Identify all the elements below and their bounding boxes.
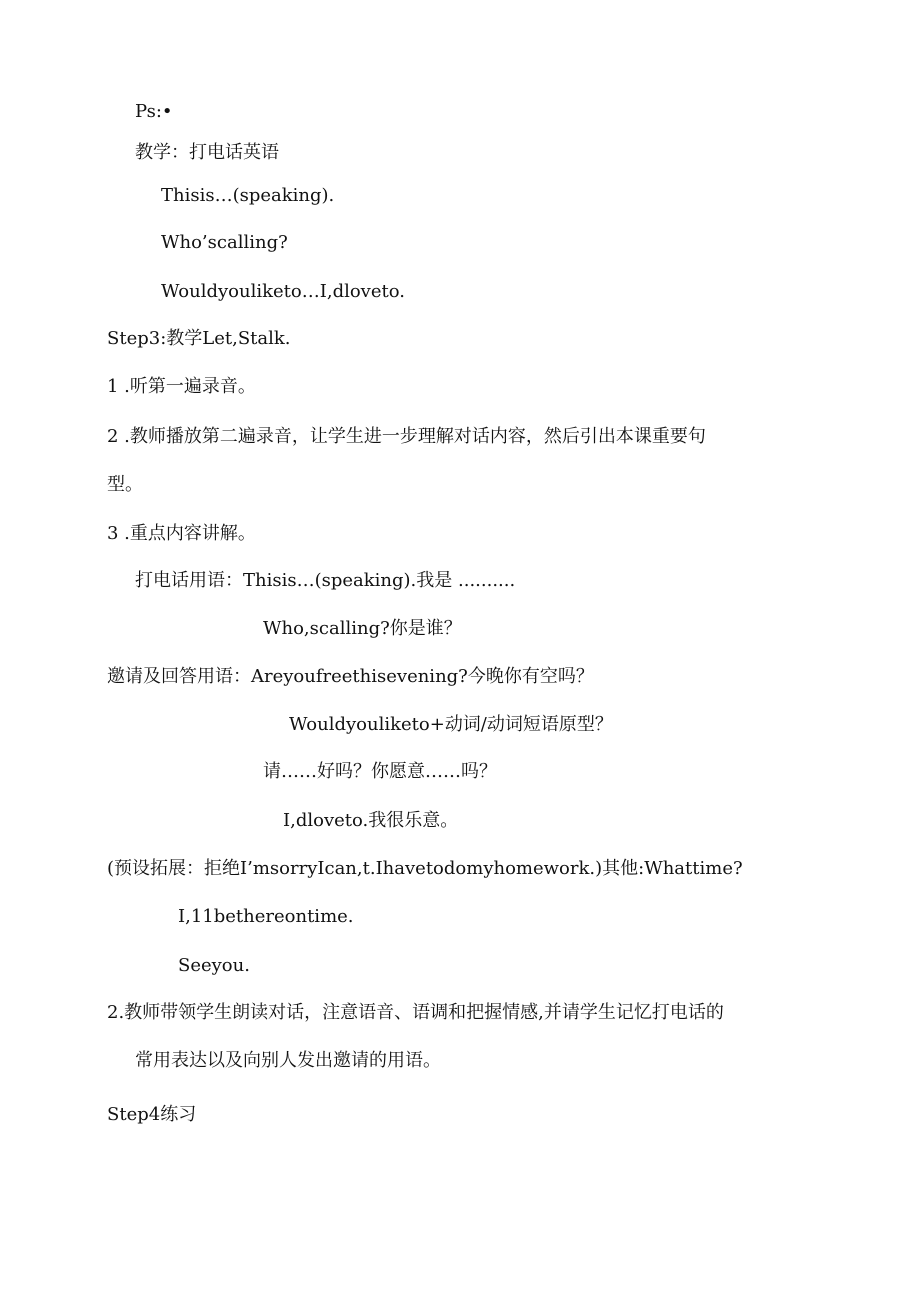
list-item: 2.教师带领学生朗读对话，注意语音、语调和把握情感,并请学生记忆打电话的 (107, 1002, 724, 1023)
extension-phrase: Seeyou. (178, 955, 250, 976)
example-sentence: Wouldyouliketo…I,dloveto. (161, 281, 405, 302)
step-heading: Step4练习 (107, 1104, 197, 1125)
extension-note: (预设拓展：拒绝I’msorryIcan,t.Ihavetodomyhomework.)其他:Whattime? (107, 858, 743, 879)
list-item-continuation: 型。 (107, 474, 143, 495)
invitation-phrases: I,dloveto.我很乐意。 (283, 810, 459, 831)
list-item: 3 .重点内容讲解。 (107, 523, 256, 544)
invitation-phrases: Wouldyouliketo+动词/动词短语原型？ (289, 714, 613, 735)
list-item: 2 .教师播放第二遍录音，让学生进一步理解对话内容，然后引出本课重要句 (107, 426, 706, 447)
phone-phrases: 打电话用语：Thisis…(speaking).我是 .......... (135, 570, 516, 591)
phone-phrases: Who,scalling?你是谁？ (263, 618, 462, 639)
step-heading: Step3:教学Let,Stalk. (107, 328, 291, 349)
example-sentence: Thisis…(speaking). (161, 185, 335, 206)
invitation-phrases: 请……好吗？你愿意……吗？ (263, 761, 497, 782)
invitation-phrases: 邀请及回答用语：Areyoufreethisevening?今晚你有空吗？ (107, 666, 594, 687)
section-heading-phone-english: 教学：打电话英语 (135, 142, 279, 163)
list-item: 1 .听第一遍录音。 (107, 376, 256, 397)
list-item-continuation: 常用表达以及向别人发出邀请的用语。 (135, 1050, 441, 1071)
example-sentence: Who’scalling? (161, 232, 288, 253)
extension-phrase: I,11bethereontime. (178, 906, 354, 927)
ps-note: Ps:• (135, 101, 173, 122)
